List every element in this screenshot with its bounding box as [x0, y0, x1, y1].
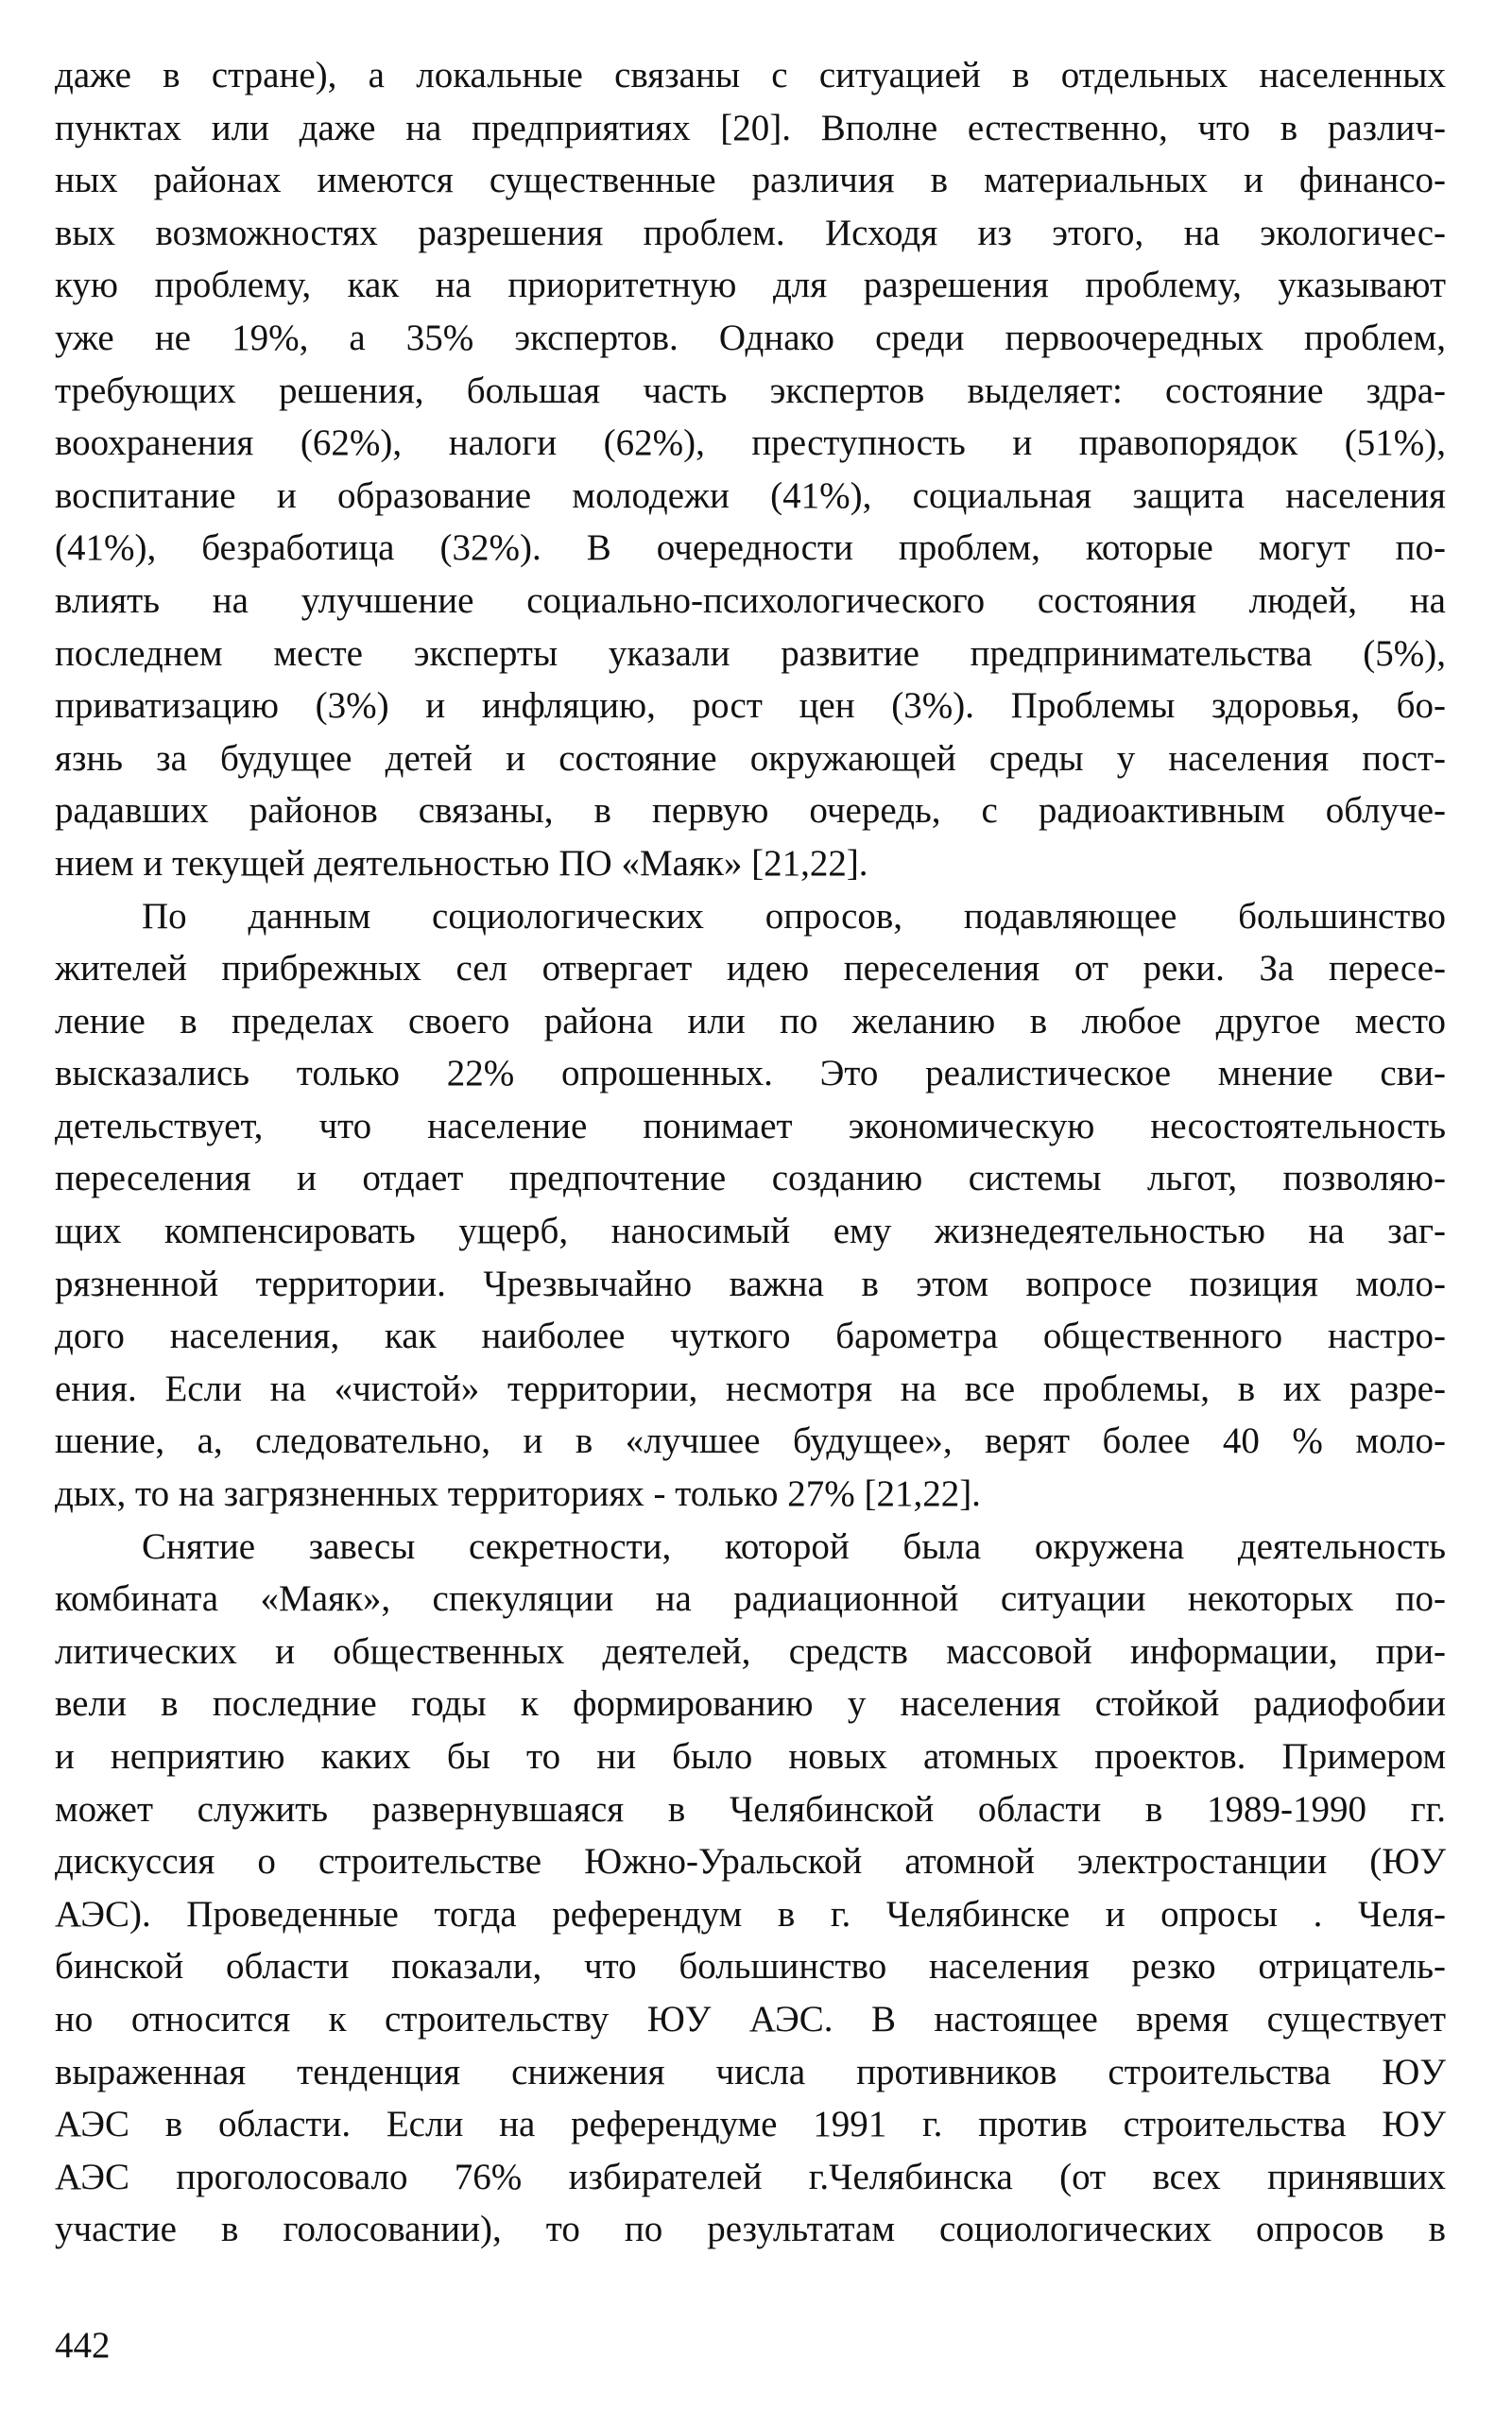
text-line: уже не 19%, а 35% экспертов. Однако среди первоочередных проблем, — [55, 317, 1446, 358]
text-line: даже в стране), а локальные связаны с ситуацией в отдельных населенных — [55, 55, 1446, 95]
paragraph-3 — [55, 1521, 1446, 2256]
text-line: нием и текущей деятельностью ПО «Маяк» [21,22]. — [55, 842, 868, 884]
text-line: воспитание и образование молодежи (41%), социальная защита населения — [55, 474, 1446, 516]
text-line: рязненной территории. Чрезвычайно важна в этом вопросе позиция моло- — [55, 1263, 1446, 1304]
text-line: комбината «Маяк», спекуляции на радиационной ситуации некоторых по- — [55, 1578, 1446, 1620]
text-line: может служить развернувшаяся в Челябинской области в 1989-1990 гг. — [55, 1788, 1446, 1830]
text-line: жителей прибрежных сел отвергает идею переселения от реки. За пересе- — [55, 948, 1446, 990]
text-line: щих компенсировать ущерб, наносимый ему жизнедеятельностью на заг- — [55, 1211, 1446, 1252]
page-number: 442 — [55, 2325, 111, 2366]
text-line: АЭС в области. Если на референдуме 1991 г. против строительства ЮУ — [55, 2104, 1446, 2145]
text-line: приватизацию (3%) и инфляцию, рост цен (3%). Проблемы здоровья, бо- — [55, 685, 1446, 727]
text-line: ения. Если на «чистой» территории, несмотря на все проблемы, в их разре- — [55, 1368, 1446, 1409]
text-line: дого населения, как наиболее чуткого барометра общественного настро- — [55, 1316, 1446, 1357]
text-line: влиять на улучшение социально-психологического состояния людей, на — [55, 579, 1446, 621]
page-body — [55, 49, 1446, 2256]
paragraph-1 — [55, 49, 1446, 890]
text-line: и неприятию каких бы то ни было новых атомных проектов. Примером — [55, 1736, 1446, 1777]
text-line: дых, то на загрязненных территориях - только 27% [21,22]. — [55, 1473, 981, 1515]
text-line: участие в голосовании), то по результатам социологических опросов в — [55, 2209, 1446, 2250]
text-line: воохранения (62%), налоги (62%), преступность и правопорядок (51%), — [55, 422, 1446, 464]
text-line: высказались только 22% опрошенных. Это реалистическое мнение сви- — [55, 1053, 1446, 1094]
text-line: последнем месте эксперты указали развитие предпринимательства (5%), — [55, 632, 1446, 674]
text-line: бинской области показали, что большинство населения резко отрицатель- — [55, 1946, 1446, 1988]
text-line: дискуссия о строительстве Южно-Уральской атомной электростанции (ЮУ — [55, 1841, 1446, 1883]
text-line: шение, а, следовательно, и в «лучшее будущее», верят более 40 % моло- — [55, 1420, 1446, 1462]
text-line: радавших районов связаны, в первую очередь, с радиоактивным облуче- — [55, 790, 1446, 832]
text-line: ных районах имеются существенные различия в материальных и финансо- — [55, 160, 1446, 201]
text-line: АЭС проголосовало 76% избирателей г.Челябинска (от всех принявших — [55, 2156, 1446, 2197]
paragraph-2 — [55, 890, 1446, 1521]
text-line: вых возможностях разрешения проблем. Исходя из этого, на экологичес- — [55, 212, 1446, 253]
text-line: вели в последние годы к формированию у населения стойкой радиофобии — [55, 1683, 1446, 1725]
text-line: выраженная тенденция снижения числа противников строительства ЮУ — [55, 2051, 1446, 2092]
text-line: ление в пределах своего района или по желанию в любое другое место — [55, 1000, 1446, 1041]
text-line: По данным социологических опросов, подавляющее большинство — [142, 895, 1446, 937]
text-line: детельствует, что население понимает экономическую несостоятельность — [55, 1105, 1446, 1146]
text-line: АЭС). Проведенные тогда референдум в г. Челябинске и опросы . Челя- — [55, 1893, 1446, 1935]
text-line: переселения и отдает предпочтение созданию системы льгот, позволяю- — [55, 1158, 1446, 1199]
text-line: Снятие завесы секретности, которой была окружена деятельность — [142, 1525, 1446, 1567]
text-line: требующих решения, большая часть экспертов выделяет: состояние здра- — [55, 370, 1446, 411]
text-line: пунктах или даже на предприятиях [20]. Вполне естественно, что в различ- — [55, 107, 1446, 148]
text-line: (41%), безработица (32%). В очередности проблем, которые могут по- — [55, 527, 1446, 569]
text-line: кую проблему, как на приоритетную для разрешения проблему, указывают — [55, 265, 1446, 306]
text-line: язнь за будущее детей и состояние окружающей среды у населения пост- — [55, 737, 1446, 779]
text-line: но относится к строительству ЮУ АЭС. В настоящее время существует — [55, 1998, 1446, 2040]
text-line: литических и общественных деятелей, средств массовой информации, при- — [55, 1630, 1446, 1672]
